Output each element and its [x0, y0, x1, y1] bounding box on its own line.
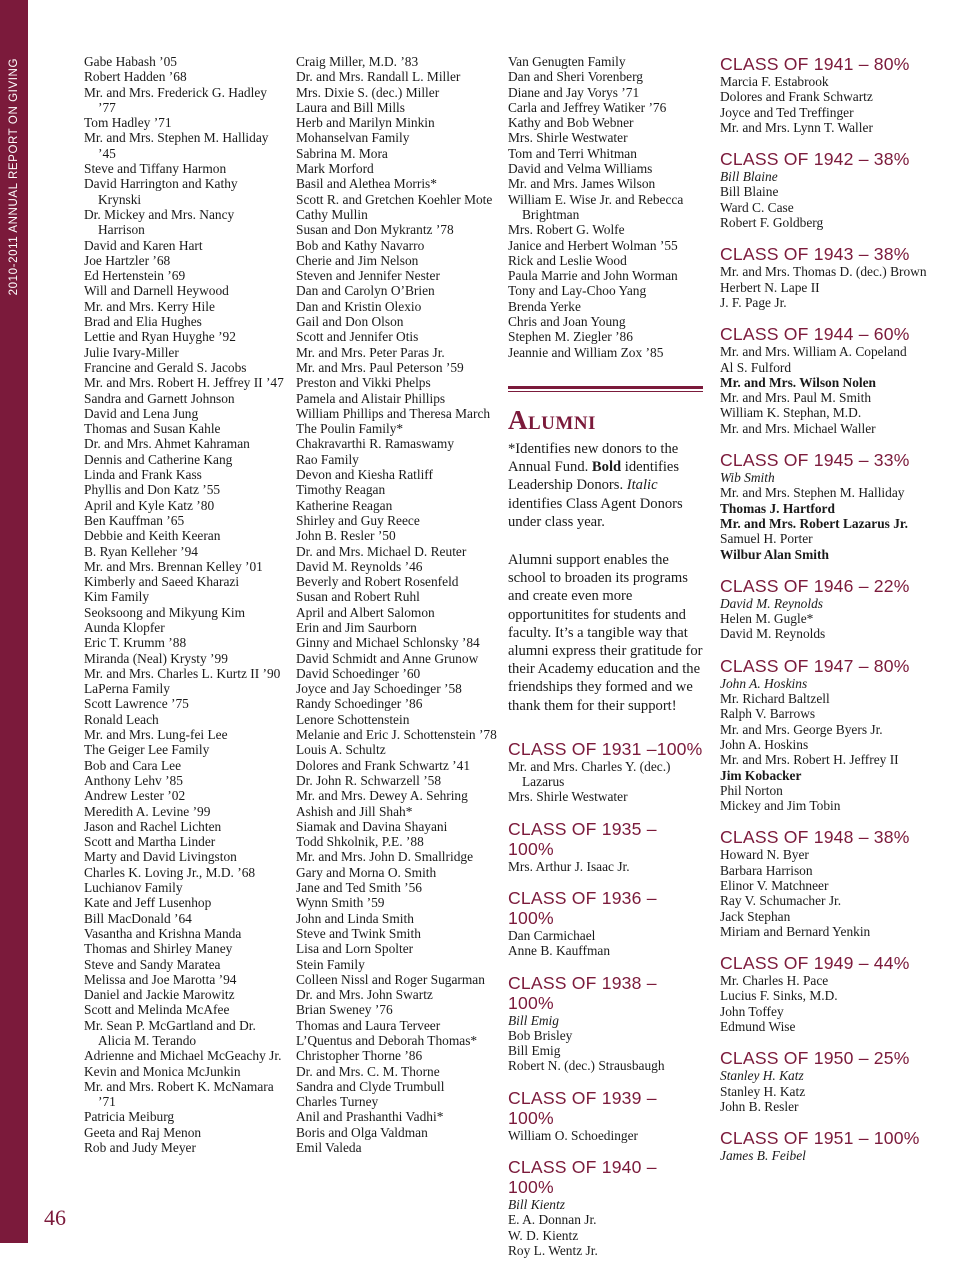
donor-name: Mrs. Robert G. Wolfe	[508, 222, 625, 238]
donor-name: William O. Schoedinger	[508, 1127, 638, 1143]
donor-name: Herbert N. Lape II	[720, 279, 820, 295]
donor-name: Al S. Fulford	[720, 359, 792, 375]
class-section	[720, 1128, 950, 1163]
donor-name: Siamak and Davina Shayani	[296, 818, 448, 834]
donor-name: Mr. and Mrs. Kerry Hile	[84, 298, 215, 314]
donor-name: Jane and Ted Smith ’56	[296, 880, 423, 896]
donor-name: Craig Miller, M.D. ’83	[296, 54, 419, 69]
donor-name: John B. Resler	[720, 1098, 799, 1114]
class-list	[720, 54, 950, 1164]
donor-name: Steve and Sandy Maratea	[84, 956, 221, 972]
donor-name: Joe Hartzler ’68	[84, 252, 171, 268]
donor-name: Ward C. Case	[720, 199, 794, 215]
donor-name: Anthony Lehv ’85	[84, 772, 183, 788]
donor-name: Diane and Jay Vorys ’71	[508, 84, 640, 100]
donor-name: Bob Brisley	[508, 1027, 573, 1043]
donor-name: Scott Lawrence ’75	[84, 696, 189, 712]
class-heading: CLASS OF 1948 – 38%	[720, 827, 910, 848]
donor-name: Dan Carmichael	[508, 927, 596, 943]
donor-name: Howard N. Byer	[720, 847, 809, 863]
donor-name: Phil Norton	[720, 782, 783, 798]
donor-name: Miranda (Neal) Krysty ’99	[84, 650, 228, 666]
donor-name: Dennis and Catherine Kang	[84, 451, 233, 467]
donor-name: LaPerna Family	[84, 681, 170, 697]
legend-text: identifies Leadership Donors.	[508, 459, 680, 494]
class-heading: CLASS OF 1951 – 100%	[720, 1128, 920, 1149]
donor-column-4	[720, 54, 950, 1168]
donor-name: Emil Valeda	[296, 1140, 362, 1156]
donor-name: Pamela and Alistair Phillips	[296, 390, 446, 406]
donor-name: Geeta and Raj Menon	[84, 1124, 202, 1140]
donor-name: Francine and Gerald S. Jacobs	[84, 359, 247, 375]
donor-name: David and Karen Hart	[84, 237, 203, 253]
donor-name: B. Ryan Kelleher ’94	[84, 543, 198, 559]
donor-name: Rao Family	[296, 451, 359, 467]
donor-name: David Harrington and Kathy Krynski	[84, 176, 238, 207]
donor-name: Robert N. (dec.) Strausbaugh	[508, 1058, 665, 1074]
donor-name: Mr. Sean P. McGartland and Dr. Alicia M. Terando	[84, 1017, 256, 1048]
donor-name: Steve and Tiffany Harmon	[84, 161, 227, 177]
donor-name: Carla and Jeffrey Watiker ’76	[508, 99, 667, 115]
donor-name: Julie Ivary-Miller	[84, 344, 179, 360]
donor-name: Scott and Jennifer Otis	[296, 329, 419, 345]
donor-name: Mr. and Mrs. Charles Y. (dec.) Lazarus	[508, 758, 671, 790]
donor-name: Mr. and Mrs. Robert H. Jeffrey II ’47	[84, 375, 284, 391]
donor-name: Devon and Kiesha Ratliff	[296, 467, 433, 483]
donor-name: Patricia Meiburg	[84, 1109, 175, 1125]
donor-name: Vasantha and Krishna Manda	[84, 925, 242, 941]
class-section	[720, 656, 950, 814]
donor-name: Bob and Cara Lee	[84, 757, 182, 773]
donor-name: David and Lena Jung	[84, 405, 199, 421]
donor-name: Mr. and Mrs. James Wilson	[508, 176, 656, 192]
donor-name: Tony and Lay-Choo Yang	[508, 283, 647, 299]
donor-name: William E. Wise Jr. and Rebecca Brightman	[508, 191, 684, 222]
donor-name: Mr. and Mrs. Paul Peterson ’59	[296, 359, 464, 375]
donor-name: Mr. and Mrs. William A. Copeland	[720, 344, 907, 360]
class-section	[720, 149, 950, 230]
donor-name: Mr. and Mrs. Michael Waller	[720, 420, 876, 436]
donor-name: Wynn Smith ’59	[296, 895, 385, 911]
donor-name: Gail and Don Olson	[296, 314, 404, 330]
donor-name: Lisa and Lorn Spolter	[296, 941, 414, 957]
donor-name: Randy Schoedinger ’86	[296, 696, 423, 712]
donor-name: Bill Blaine	[720, 184, 779, 200]
donor-name: Edmund Wise	[720, 1019, 796, 1035]
donor-name: Susan and Robert Ruhl	[296, 589, 420, 605]
class-agent-name: Stanley H. Katz	[720, 1068, 804, 1084]
donor-name: Luchianov Family	[84, 880, 183, 896]
class-section	[508, 888, 703, 959]
donor-name: Ralph V. Barrows	[720, 706, 816, 722]
donor-name: Dr. and Mrs. Ahmet Kahraman	[84, 436, 250, 452]
donor-name: Preston and Vikki Phelps	[296, 375, 431, 391]
donor-name: Janice and Herbert Wolman ’55	[508, 237, 678, 253]
donor-name: Chakravarthi R. Ramaswamy	[296, 436, 455, 452]
donor-name: Bob and Kathy Navarro	[296, 237, 425, 253]
donor-name: Meredith A. Levine ’99	[84, 803, 211, 819]
donor-column-3	[508, 54, 703, 1262]
donor-name: Eric T. Krumm ’88	[84, 635, 187, 651]
donor-name: Mr. and Mrs. Thomas D. (dec.) Brown	[720, 264, 927, 280]
donor-name: Paula Marrie and John Worman	[508, 268, 678, 284]
donor-name: Ginny and Michael Schlonsky ’84	[296, 635, 480, 651]
donor-name: Mrs. Arthur J. Isaac Jr.	[508, 858, 630, 874]
donor-name: Ronald Leach	[84, 711, 159, 727]
donor-name: April and Albert Salomon	[296, 604, 435, 620]
donor-name: Mr. and Mrs. Lung-fei Lee	[84, 727, 228, 743]
class-section	[508, 1088, 703, 1143]
donor-name: Jeannie and William Zox ’85	[508, 344, 664, 360]
donor-name: Will and Darnell Heywood	[84, 283, 229, 299]
donor-name: Mr. and Mrs. Dewey A. Sehring	[296, 788, 468, 804]
donor-name: Robert Hadden ’68	[84, 69, 187, 85]
donor-name: Ashish and Jill Shah*	[296, 803, 413, 819]
class-section	[720, 827, 950, 939]
donor-name: Ed Hertenstein ’69	[84, 268, 186, 284]
donor-name: Scott and Martha Linder	[84, 834, 216, 850]
donor-name: Robert F. Goldberg	[720, 215, 824, 231]
class-agent-name: Bill Kientz	[508, 1197, 565, 1213]
donor-name: Adrienne and Michael McGeachy Jr.	[84, 1048, 282, 1064]
donor-name: Jack Stephan	[720, 908, 791, 924]
donor-name: Mr. and Mrs. George Byers Jr.	[720, 721, 883, 737]
donor-name: Kimberly and Saeed Kharazi	[84, 574, 240, 590]
donor-name: Mrs. Dixie S. (dec.) Miller	[296, 84, 440, 100]
donor-name: Stephen M. Ziegler ’86	[508, 329, 633, 345]
class-agent-name: Bill Emig	[508, 1012, 559, 1028]
donor-name: E. A. Donnan Jr.	[508, 1212, 597, 1228]
donor-name: Stein Family	[296, 956, 365, 972]
donor-name: Boris and Olga Valdman	[296, 1124, 428, 1140]
donor-name: Andrew Lester ’02	[84, 788, 186, 804]
donor-name: Katherine Reagan	[296, 497, 393, 513]
donor-name: Kim Family	[84, 589, 150, 605]
donor-name: Todd Shkolnik, P.E. ’88	[296, 834, 424, 850]
donor-name: Mr. and Mrs. Paul M. Smith	[720, 390, 872, 406]
donor-name: Mr. and Mrs. Robert K. McNamara ’71	[84, 1078, 274, 1110]
class-list	[508, 739, 703, 1258]
donor-name: Anil and Prashanthi Vadhi*	[296, 1109, 444, 1125]
donor-name: Seoksoong and Mikyung Kim	[84, 604, 246, 620]
donor-name: Cathy Mullin	[296, 206, 368, 222]
donor-name: Rob and Judy Meyer	[84, 1140, 196, 1156]
section-divider	[508, 386, 703, 392]
donor-name: Marty and David Livingston	[84, 849, 237, 865]
donor-name: The Poulin Family*	[296, 421, 404, 437]
donor-name: Dolores and Frank Schwartz	[720, 89, 873, 105]
class-heading: CLASS OF 1942 – 38%	[720, 149, 910, 170]
class-section	[720, 54, 950, 135]
donor-name: Thomas and Susan Kahle	[84, 421, 221, 437]
donor-name: David M. Reynolds ’46	[296, 558, 423, 574]
donor-name: Van Genugten Family	[508, 54, 626, 69]
donor-name: Dolores and Frank Schwartz ’41	[296, 757, 471, 773]
donor-name: Brian Sweney ’76	[296, 1002, 393, 1018]
donor-name: Tom and Terri Whitman	[508, 145, 637, 161]
legend-bold: Bold	[591, 459, 622, 476]
donor-column-1	[84, 54, 284, 1155]
donor-name: April and Kyle Katz ’80	[84, 497, 215, 513]
donor-name: Scott and Melinda McAfee	[84, 1002, 230, 1018]
leadership-donor-name: Mr. and Mrs. Wilson Nolen	[720, 374, 876, 390]
donor-name: Mr. and Mrs. John D. Smallridge	[296, 849, 474, 865]
donor-name: Susan and Don Mykrantz ’78	[296, 222, 454, 238]
donor-name: Mr. Charles H. Pace	[720, 973, 829, 989]
donor-name: Brenda Yerke	[508, 298, 581, 314]
donor-name: Mr. and Mrs. Stephen M. Halliday ’45	[84, 130, 269, 161]
donor-name: David and Velma Williams	[508, 161, 653, 177]
donor-name: Dr. and Mrs. C. M. Thorne	[296, 1063, 440, 1079]
donor-name: Dan and Carolyn O’Brien	[296, 283, 435, 299]
donor-name: John and Linda Smith	[296, 910, 414, 926]
donor-name: Roy L. Wentz Jr.	[508, 1242, 598, 1258]
class-section	[508, 739, 703, 805]
donor-list	[508, 54, 703, 360]
donor-name: Steve and Twink Smith	[296, 925, 421, 941]
sidebar-title: 2010-2011 ANNUAL REPORT ON GIVING	[8, 58, 20, 296]
donor-name: Linda and Frank Kass	[84, 467, 202, 483]
class-heading: CLASS OF 1943 – 38%	[720, 244, 910, 265]
class-section	[720, 324, 950, 436]
donor-name: Mr. and Mrs. Lynn T. Waller	[720, 119, 873, 135]
donor-name: Joyce and Ted Treffinger	[720, 104, 854, 120]
donor-name: Joyce and Jay Schoedinger ’58	[296, 681, 462, 697]
leadership-donor-name: Mr. and Mrs. Robert Lazarus Jr.	[720, 515, 908, 531]
donor-name: Lettie and Ryan Huyghe ’92	[84, 329, 236, 345]
donor-name: Anne B. Kauffman	[508, 943, 611, 959]
class-heading: CLASS OF 1931 –100%	[508, 738, 703, 759]
donor-name: L’Quentus and Deborah Thomas*	[296, 1033, 478, 1048]
donor-name: Shirley and Guy Reece	[296, 512, 420, 528]
class-agent-name: John A. Hoskins	[720, 675, 808, 691]
donor-name: John Toffey	[720, 1003, 784, 1019]
donor-name: Ray V. Schumacher Jr.	[720, 893, 842, 909]
donor-name: Thomas and Laura Terveer	[296, 1017, 441, 1033]
donor-name: Stanley H. Katz	[720, 1083, 806, 1099]
donor-name: Marcia F. Estabrook	[720, 74, 829, 89]
donor-name: Charles K. Loving Jr., M.D. ’68	[84, 864, 256, 880]
donor-name: Mr. and Mrs. Frederick G. Hadley ’77	[84, 84, 267, 115]
donor-name: Mr. Richard Baltzell	[720, 691, 830, 707]
donor-name: Daniel and Jackie Marowitz	[84, 987, 235, 1003]
donor-name: Mr. and Mrs. Stephen M. Halliday	[720, 485, 905, 501]
donor-name: Jason and Rachel Lichten	[84, 818, 222, 834]
class-heading: CLASS OF 1940 – 100%	[508, 1157, 657, 1198]
class-heading: CLASS OF 1945 – 33%	[720, 450, 910, 471]
donor-name: Timothy Reagan	[296, 482, 386, 498]
donor-name: Basil and Alethea Morris*	[296, 176, 437, 192]
donor-name: Lucius F. Sinks, M.D.	[720, 988, 838, 1004]
page-number: 46	[44, 1205, 66, 1230]
donor-name: Dr. and Mrs. Michael D. Reuter	[296, 543, 467, 559]
donor-name: Dr. Mickey and Mrs. Nancy Harrison	[84, 206, 235, 238]
class-heading: CLASS OF 1941 – 80%	[720, 54, 910, 74]
donor-name: Sabrina M. Mora	[296, 145, 388, 161]
donor-name: Miriam and Bernard Yenkin	[720, 923, 871, 939]
donor-column-2	[296, 54, 501, 1155]
donor-name: Chris and Joan Young	[508, 314, 626, 330]
donor-name: Dan and Sheri Vorenberg	[508, 69, 643, 85]
donor-name: Herb and Marilyn Minkin	[296, 115, 435, 131]
legend-text: identifies Class Agent Donors under class year.	[508, 495, 683, 530]
donor-name: Lenore Schottenstein	[296, 711, 410, 727]
donor-name: Mark Morford	[296, 161, 374, 177]
alumni-heading: Alumni	[508, 404, 596, 435]
donor-name: Christopher Thorne ’86	[296, 1048, 423, 1064]
donor-name: Beverly and Robert Rosenfeld	[296, 574, 459, 590]
donor-name: J. F. Page Jr.	[720, 294, 787, 310]
donor-name: Helen M. Gugle*	[720, 611, 814, 627]
donor-name: Mickey and Jim Tobin	[720, 798, 841, 814]
donor-name: Kevin and Monica McJunkin	[84, 1063, 241, 1079]
donor-name: Melanie and Eric J. Schottenstein ’78	[296, 727, 497, 743]
class-agent-name: Wib Smith	[720, 470, 775, 486]
class-section	[720, 450, 950, 562]
donor-name: Gabe Habash ’05	[84, 54, 177, 69]
class-agent-name: Bill Blaine	[720, 169, 778, 185]
class-heading: CLASS OF 1939 – 100%	[508, 1087, 657, 1128]
donor-name: Elinor V. Matchneer	[720, 877, 829, 893]
donor-name: Mrs. Shirle Westwater	[508, 789, 628, 805]
donor-name: Barbara Harrison	[720, 862, 813, 878]
donor-name: Melissa and Joe Marotta ’94	[84, 971, 237, 987]
class-heading: CLASS OF 1946 – 22%	[720, 575, 910, 596]
donor-name: David M. Reynolds	[720, 626, 826, 642]
donor-name: Mr. and Mrs. Brennan Kelley ’01	[84, 558, 263, 574]
donor-name: Dan and Kristin Olexio	[296, 298, 422, 314]
donor-name: Ben Kauffman ’65	[84, 512, 185, 528]
donor-name: Sandra and Clyde Trumbull	[296, 1078, 445, 1094]
donor-name: Charles Turney	[296, 1094, 379, 1110]
donor-name: The Geiger Lee Family	[84, 742, 210, 758]
donor-name: Mr. and Mrs. Robert H. Jeffrey II	[720, 752, 899, 768]
donor-name: Erin and Jim Saurborn	[296, 619, 417, 635]
donor-name: Kate and Jeff Lusenhop	[84, 895, 212, 911]
donor-name: Brad and Elia Hughes	[84, 314, 202, 330]
donor-name: Scott R. and Gretchen Koehler Mote	[296, 191, 493, 207]
donor-name: Samuel H. Porter	[720, 531, 813, 547]
legend-text: *Identifies new donors to the Annual Fund.	[508, 440, 679, 476]
class-section	[508, 973, 703, 1074]
donor-name: John B. Resler ’50	[296, 528, 396, 544]
donor-name: Rick and Leslie Wood	[508, 252, 627, 268]
donor-name: Tom Hadley ’71	[84, 115, 172, 131]
class-section	[720, 1048, 950, 1114]
class-section	[720, 244, 950, 310]
donor-name: Sandra and Garnett Johnson	[84, 390, 235, 406]
donor-name: Dr. John R. Schwarzell ’58	[296, 772, 442, 788]
donor-name: Mr. and Mrs. Peter Paras Jr.	[296, 344, 445, 360]
alumni-support-paragraph: Alumni support enables the school to broaden its programs and create even more opportunitites for students and faculty. It’s a tangible way that alumni express their gratitude for their Academy education and the friendships they formed and we thank them for their support!	[508, 551, 703, 714]
class-section	[508, 1157, 703, 1258]
class-heading: CLASS OF 1935 – 100%	[508, 818, 657, 859]
class-heading: CLASS OF 1936 – 100%	[508, 887, 657, 928]
donor-name: David Schoedinger ’60	[296, 665, 421, 681]
donor-name: Louis A. Schultz	[296, 742, 386, 758]
donor-name: Laura and Bill Mills	[296, 99, 405, 115]
donor-name: John A. Hoskins	[720, 736, 809, 752]
class-section	[508, 819, 703, 874]
donor-name: Bill MacDonald ’64	[84, 910, 192, 926]
donor-name: Dr. and Mrs. Randall L. Miller	[296, 69, 461, 85]
donor-name: Mrs. Shirle Westwater	[508, 130, 628, 146]
legend-italic: Italic	[626, 477, 658, 494]
donor-name: Gary and Morna O. Smith	[296, 864, 437, 880]
donor-name: Bill Emig	[508, 1043, 561, 1059]
leadership-donor-name: Wilbur Alan Smith	[720, 546, 829, 562]
donor-name: W. D. Kientz	[508, 1227, 579, 1243]
donor-name: William Phillips and Theresa March	[296, 405, 491, 421]
donor-name: Mohanselvan Family	[296, 130, 410, 146]
donor-name: Colleen Nissl and Roger Sugarman	[296, 971, 485, 987]
class-section	[720, 953, 950, 1034]
donor-name: William K. Stephan, M.D.	[720, 405, 862, 421]
donor-name: Dr. and Mrs. John Swartz	[296, 987, 433, 1003]
class-section	[720, 576, 950, 642]
class-agent-name: James B. Feibel	[720, 1148, 806, 1164]
donor-name: Kathy and Bob Webner	[508, 115, 634, 131]
donor-name: Debbie and Keith Keeran	[84, 528, 221, 544]
alumni-legend	[508, 440, 703, 531]
class-heading: CLASS OF 1950 – 25%	[720, 1048, 910, 1069]
donor-name: Mr. and Mrs. Charles L. Kurtz II ’90	[84, 665, 281, 681]
donor-name: David Schmidt and Anne Grunow	[296, 650, 479, 666]
class-heading: CLASS OF 1949 – 44%	[720, 953, 910, 974]
donor-name: Aunda Klopfer	[84, 619, 165, 635]
class-heading: CLASS OF 1944 – 60%	[720, 324, 910, 345]
class-heading: CLASS OF 1938 – 100%	[508, 972, 657, 1013]
leadership-donor-name: Jim Kobacker	[720, 767, 802, 783]
class-heading: CLASS OF 1947 – 80%	[720, 655, 910, 676]
class-agent-name: David M. Reynolds	[720, 595, 824, 611]
donor-name: Steven and Jennifer Nester	[296, 268, 440, 284]
donor-name: Phyllis and Don Katz ’55	[84, 482, 221, 498]
donor-name: Thomas and Shirley Maney	[84, 941, 233, 957]
donor-name: Cherie and Jim Nelson	[296, 252, 419, 268]
leadership-donor-name: Thomas J. Hartford	[720, 500, 835, 516]
